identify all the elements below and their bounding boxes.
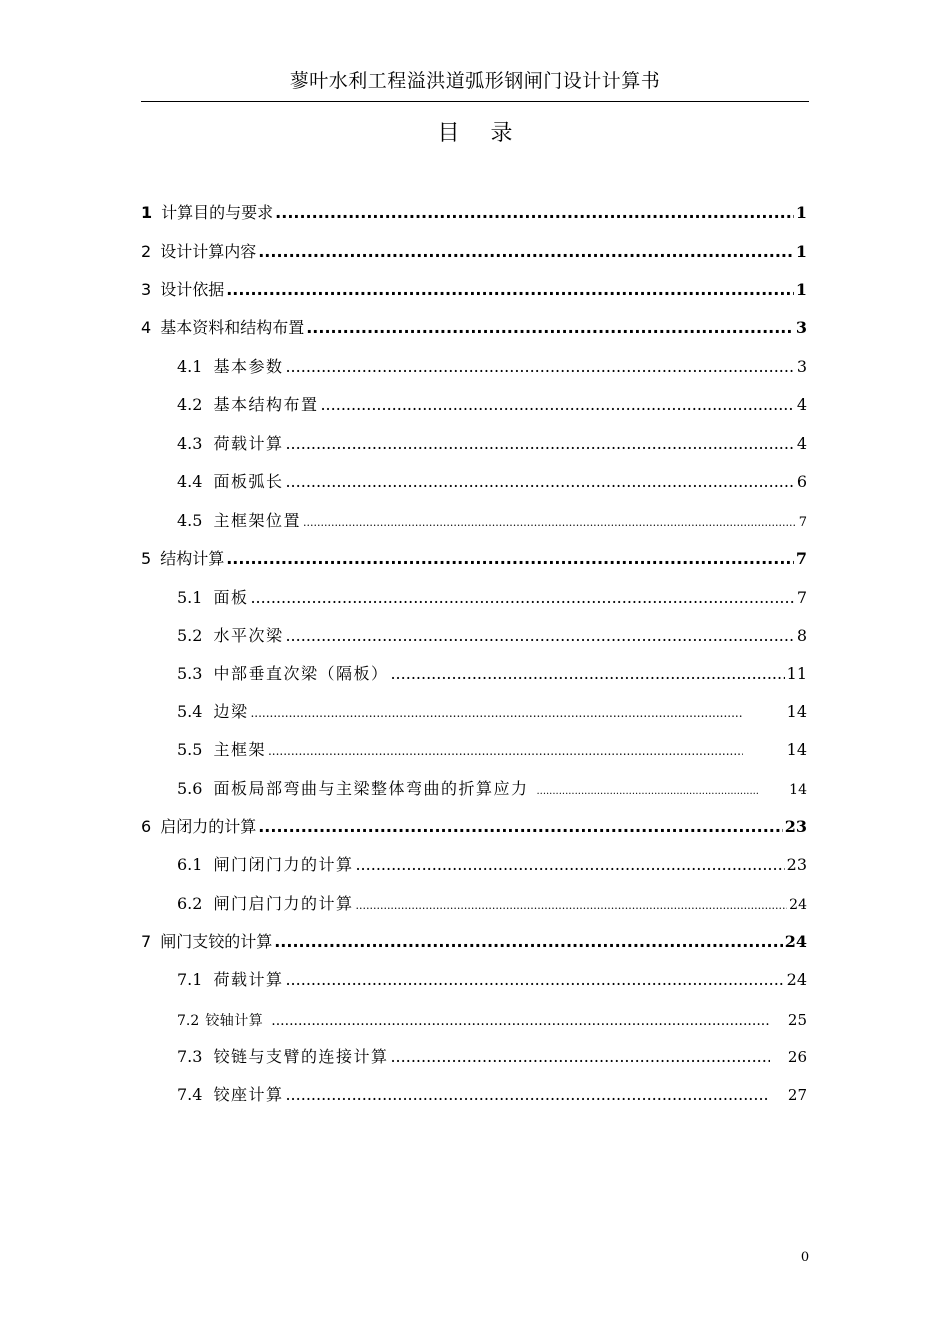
document-header-title: 蓼叶水利工程溢洪道弧形钢闸门设计计算书	[289, 70, 661, 92]
toc-entry-number: 7.1	[177, 970, 203, 989]
toc-entry-number: 5.2	[177, 626, 203, 645]
toc-entry-number: 6	[141, 817, 152, 836]
toc-entry-page: 3	[796, 357, 807, 376]
toc-entry[interactable]	[141, 200, 807, 226]
toc-entry-page: 6	[796, 472, 807, 491]
page-number: 0	[800, 1250, 810, 1265]
toc-entry-title: 主框架	[213, 740, 266, 759]
toc-entry-title: 面板局部弯曲与主梁整体弯曲的折算应力	[213, 779, 529, 798]
toc-entry[interactable]	[177, 585, 807, 611]
toc-dot-leader	[285, 469, 794, 495]
toc-entry-page: 7	[796, 588, 807, 607]
toc-entry[interactable]	[177, 431, 807, 457]
toc-dot-leader	[390, 661, 784, 687]
toc-entry-number: 6.1	[177, 855, 203, 874]
toc-entry[interactable]	[177, 661, 807, 687]
toc-entry-title: 铰座计算	[213, 1085, 284, 1104]
toc-entry-title: 主框架位置	[213, 511, 301, 530]
toc-dot-leader	[285, 623, 794, 649]
toc-entry-page: 1	[795, 280, 807, 299]
toc-entry-number: 4.3	[177, 434, 203, 453]
toc-dot-leader	[258, 239, 794, 265]
toc-entry[interactable]	[177, 1044, 807, 1070]
toc-entry-title: 铰链与支臂的连接计算	[213, 1047, 389, 1066]
toc-entry[interactable]	[141, 814, 807, 840]
toc-entry-title: 面板弧长	[213, 472, 284, 491]
toc-entry-title: 闸门启门力的计算	[213, 894, 354, 913]
toc-entry-page: 4	[796, 395, 807, 414]
toc-entry-title: 面板	[213, 588, 249, 607]
toc-entry-title: 荷载计算	[213, 434, 284, 453]
toc-entry-page: 14	[786, 702, 807, 721]
toc-dot-leader	[355, 893, 787, 919]
toc-entry-page: 7	[795, 549, 807, 568]
toc-entry-page: 23	[784, 817, 807, 836]
toc-entry[interactable]	[177, 737, 807, 763]
toc-entry-number: 5.1	[177, 588, 203, 607]
toc-entry-page: 25	[787, 1011, 807, 1029]
toc-entry-number: 2	[141, 242, 152, 261]
toc-entry-title: 基本资料和结构布置	[160, 318, 305, 337]
toc-dot-leader	[226, 546, 794, 572]
toc-dot-leader	[258, 814, 783, 840]
toc-entry[interactable]	[177, 699, 807, 725]
toc-dot-leader	[274, 929, 783, 955]
toc-entry-page: 24	[786, 970, 807, 989]
toc-entry-number: 5.5	[177, 740, 203, 759]
toc-entry[interactable]	[141, 239, 807, 265]
toc-entry[interactable]	[177, 392, 807, 418]
toc-dot-leader	[285, 431, 794, 457]
toc-entry-title: 边梁	[213, 702, 249, 721]
toc-entry-title: 闸门支铰的计算	[160, 932, 273, 951]
toc-entry-number: 5.3	[177, 664, 203, 683]
toc-dot-leader	[250, 585, 794, 611]
toc-entry[interactable]	[177, 891, 807, 917]
toc-entry-number: 6.2	[177, 894, 203, 913]
toc-entry-title: 设计计算内容	[160, 242, 257, 261]
toc-entry-page: 26	[787, 1048, 807, 1066]
toc-entry[interactable]	[177, 508, 807, 534]
toc-entry-title: 基本参数	[213, 357, 284, 376]
toc-entry-page: 1	[795, 242, 807, 261]
toc-entry-page: 7	[798, 515, 807, 530]
toc-entry[interactable]	[177, 469, 807, 495]
toc-entry-title: 荷载计算	[213, 970, 284, 989]
toc-dot-leader	[285, 967, 784, 993]
toc-entry-number: 1	[141, 203, 153, 222]
toc-entry-title: 水平次梁	[213, 626, 284, 645]
toc-dot-leader	[306, 315, 794, 341]
toc-entry-title: 中部垂直次梁（隔板）	[213, 664, 389, 683]
toc-entry-number: 4.1	[177, 357, 203, 376]
toc-entry-number: 4	[141, 318, 152, 337]
toc-entry[interactable]	[141, 315, 807, 341]
toc-dot-leader	[285, 354, 794, 380]
toc-dot-leader	[390, 1044, 769, 1070]
toc-dot-leader	[303, 510, 797, 536]
toc-entry-page: 3	[795, 318, 807, 337]
toc-entry-page: 24	[789, 897, 807, 913]
toc-entry-page: 4	[796, 434, 807, 453]
toc-entry-page: 1	[795, 203, 807, 222]
toc-entry-number: 7.4	[177, 1085, 203, 1104]
toc-entry-number: 7.3	[177, 1047, 203, 1066]
toc-entry-title: 铰轴计算	[205, 1013, 264, 1029]
toc-entry[interactable]	[141, 277, 807, 303]
toc-entry-number: 4.5	[177, 511, 203, 530]
toc-entry[interactable]	[177, 852, 807, 878]
toc-entry-page: 24	[784, 932, 807, 951]
toc-entry-number: 5.6	[177, 779, 203, 798]
toc-entry-number: 5.4	[177, 702, 203, 721]
toc-dot-leader	[271, 1008, 770, 1034]
toc-entry-number: 5	[141, 549, 152, 568]
toc-dot-leader	[226, 277, 794, 303]
toc-entry-title: 启闭力的计算	[160, 817, 257, 836]
toc-entry-number: 4.2	[177, 395, 203, 414]
toc-dot-leader	[285, 1082, 769, 1108]
toc-entry-page: 27	[787, 1086, 807, 1104]
toc-dot-leader	[250, 700, 742, 726]
toc-entry[interactable]	[177, 623, 807, 649]
toc-entry-title: 基本结构布置	[213, 395, 319, 414]
toc-entry[interactable]	[177, 1082, 807, 1108]
toc-dot-leader	[355, 852, 784, 878]
toc-entry-number: 7.2	[177, 1013, 200, 1029]
toc-entry[interactable]	[141, 546, 807, 572]
toc-dot-leader	[320, 392, 794, 418]
toc-dot-leader	[536, 779, 759, 805]
toc-entry-page: 14	[786, 740, 807, 759]
toc-entry-number: 7	[141, 932, 152, 951]
toc-entry-title: 计算目的与要求	[161, 203, 274, 222]
toc-entry-title: 闸门闭门力的计算	[213, 855, 354, 874]
toc-entry-title: 设计依据	[160, 280, 225, 299]
toc-entry[interactable]	[177, 776, 807, 802]
toc-entry-page: 11	[786, 664, 807, 683]
toc-entry[interactable]	[177, 354, 807, 380]
toc-entry-number: 3	[141, 280, 152, 299]
toc-entry-page: 23	[786, 855, 807, 874]
toc-heading: 目 录	[437, 121, 513, 146]
toc-dot-leader	[268, 738, 743, 764]
toc-entry-page: 14	[789, 782, 807, 798]
toc-entry[interactable]	[177, 1007, 807, 1033]
toc-dot-leader	[275, 200, 794, 226]
toc-entry-page: 8	[796, 626, 807, 645]
toc-entry[interactable]	[141, 929, 807, 955]
toc-entry-number: 4.4	[177, 472, 203, 491]
toc-entry-title: 结构计算	[160, 549, 225, 568]
toc-entry[interactable]	[177, 967, 807, 993]
